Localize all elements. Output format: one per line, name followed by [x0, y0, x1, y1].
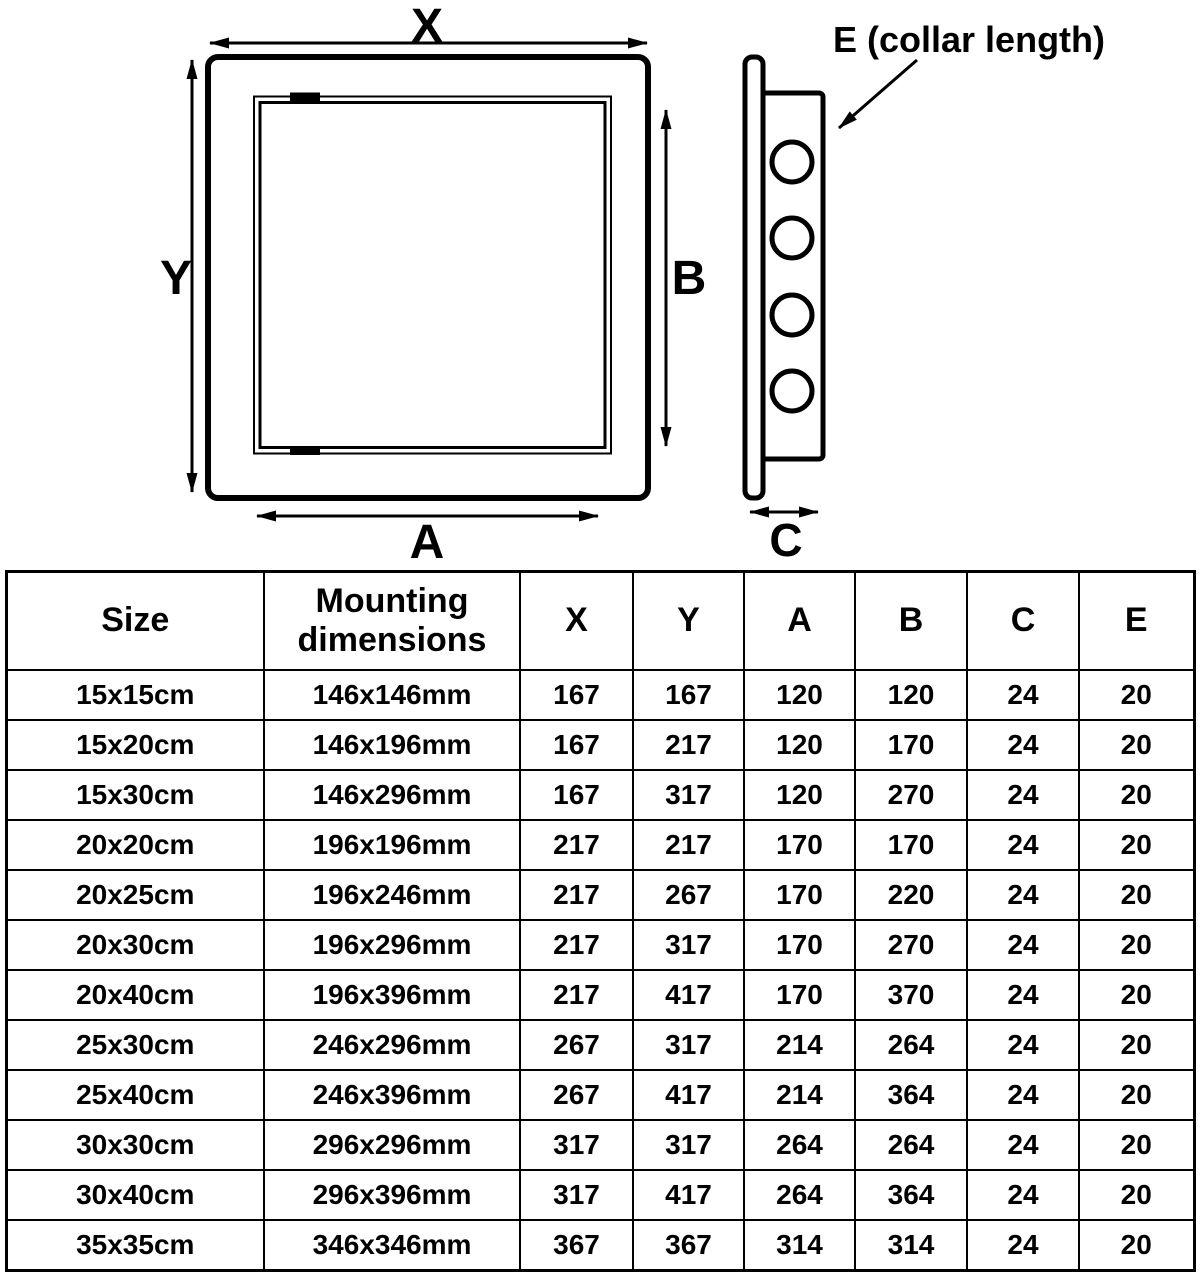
table-cell: 170: [744, 970, 855, 1020]
front-view: [160, 0, 706, 568]
table-row: [6, 820, 1194, 870]
table-cell: 15x30cm: [6, 770, 264, 820]
table-cell: 267: [633, 870, 744, 920]
table-cell: 196x196mm: [264, 820, 520, 870]
table-cell: 24: [967, 920, 1079, 970]
table-cell: 20: [1079, 970, 1194, 1020]
table-cell: 24: [967, 820, 1079, 870]
table-cell: 20: [1079, 770, 1194, 820]
column-header-e: E: [1079, 572, 1194, 671]
table-cell: 20x25cm: [6, 870, 264, 920]
table-header-row: [6, 572, 1194, 671]
table-row: [6, 970, 1194, 1020]
table-cell: 15x15cm: [6, 670, 264, 720]
table-row: [6, 1170, 1194, 1220]
table-cell: 167: [520, 670, 633, 720]
table-cell: 317: [633, 1120, 744, 1170]
table-cell: 217: [520, 920, 633, 970]
table-cell: 120: [855, 670, 967, 720]
table-cell: 214: [744, 1020, 855, 1070]
table-cell: 196x246mm: [264, 870, 520, 920]
table-cell: 196x396mm: [264, 970, 520, 1020]
table-cell: 30x30cm: [6, 1120, 264, 1170]
table-cell: 24: [967, 1170, 1079, 1220]
column-header-x: X: [520, 572, 633, 671]
table-cell: 220: [855, 870, 967, 920]
table-cell: 20: [1079, 720, 1194, 770]
table-cell: 417: [633, 1070, 744, 1120]
collar-length-label: E (collar length): [833, 19, 1106, 60]
table-cell: 20x40cm: [6, 970, 264, 1020]
vent-hole: [772, 371, 812, 411]
table-cell: 217: [520, 970, 633, 1020]
table-cell: 20: [1079, 1070, 1194, 1120]
table-cell: 370: [855, 970, 967, 1020]
column-header-size: Size: [6, 572, 264, 671]
table-cell: 24: [967, 970, 1079, 1020]
table-cell: 170: [744, 920, 855, 970]
table-row: [6, 870, 1194, 920]
column-header-y: Y: [633, 572, 744, 671]
dimension-label-c: C: [769, 514, 803, 566]
table-cell: 246x396mm: [264, 1070, 520, 1120]
table-cell: 170: [855, 720, 967, 770]
table-cell: 367: [520, 1220, 633, 1271]
table-cell: 296x396mm: [264, 1170, 520, 1220]
table-cell: 364: [855, 1070, 967, 1120]
dimension-label-y: Y: [159, 252, 193, 305]
table-cell: 120: [744, 670, 855, 720]
table-cell: 24: [967, 1020, 1079, 1070]
table-cell: 264: [855, 1120, 967, 1170]
front-flange: [745, 57, 763, 498]
table-cell: 24: [967, 870, 1079, 920]
table-cell: 170: [744, 820, 855, 870]
table-row: [6, 670, 1194, 720]
table-cell: 217: [633, 820, 744, 870]
table-cell: 120: [744, 720, 855, 770]
table-cell: 296x296mm: [264, 1120, 520, 1170]
column-header-c: C: [967, 572, 1079, 671]
table-cell: 267: [520, 1020, 633, 1070]
vent-hole: [772, 142, 812, 182]
column-header-a: A: [744, 572, 855, 671]
table-cell: 167: [520, 770, 633, 820]
table-row: [6, 1220, 1194, 1271]
table-cell: 317: [520, 1170, 633, 1220]
table-cell: 170: [855, 820, 967, 870]
table-cell: 346x346mm: [264, 1220, 520, 1271]
dimension-diagram: [0, 0, 1200, 568]
dimension-label-x: X: [410, 0, 444, 53]
table-cell: 314: [744, 1220, 855, 1271]
table-cell: 120: [744, 770, 855, 820]
table-cell: 167: [520, 720, 633, 770]
table-cell: 35x35cm: [6, 1220, 264, 1271]
table-cell: 317: [633, 920, 744, 970]
dimensions-table: [5, 570, 1196, 1272]
table-cell: 146x196mm: [264, 720, 520, 770]
table-cell: 196x296mm: [264, 920, 520, 970]
collar-callout-arrow: [839, 60, 917, 128]
table-row: [6, 920, 1194, 970]
dimension-label-b: B: [671, 252, 707, 305]
table-cell: 25x30cm: [6, 1020, 264, 1070]
latch-tab-top: [290, 93, 320, 102]
table-cell: 217: [520, 870, 633, 920]
table-cell: 15x20cm: [6, 720, 264, 770]
table-cell: 367: [633, 1220, 744, 1271]
table-cell: 264: [744, 1120, 855, 1170]
table-cell: 364: [855, 1170, 967, 1220]
table-cell: 24: [967, 1120, 1079, 1170]
table-cell: 264: [744, 1170, 855, 1220]
table-cell: 170: [744, 870, 855, 920]
table-cell: 24: [967, 1220, 1079, 1271]
side-view: [745, 19, 1105, 566]
table-cell: 317: [633, 1020, 744, 1070]
table-cell: 267: [520, 1070, 633, 1120]
table-cell: 20: [1079, 1120, 1194, 1170]
table-row: [6, 720, 1194, 770]
table-row: [6, 1070, 1194, 1120]
table-cell: 25x40cm: [6, 1070, 264, 1120]
table-cell: 24: [967, 770, 1079, 820]
latch-tab-bottom: [290, 446, 320, 455]
table-cell: 246x296mm: [264, 1020, 520, 1070]
table-cell: 24: [967, 670, 1079, 720]
table-cell: 30x40cm: [6, 1170, 264, 1220]
column-header-b: B: [855, 572, 967, 671]
dimension-diagram-svg: [0, 0, 1200, 568]
table-cell: 20: [1079, 1020, 1194, 1070]
table-cell: 270: [855, 770, 967, 820]
table-cell: 20: [1079, 870, 1194, 920]
table-cell: 217: [520, 820, 633, 870]
table-cell: 24: [967, 1070, 1079, 1120]
table-cell: 24: [967, 720, 1079, 770]
table-cell: 20x20cm: [6, 820, 264, 870]
table-cell: 20: [1079, 1220, 1194, 1271]
table-cell: 20: [1079, 820, 1194, 870]
table-cell: 214: [744, 1070, 855, 1120]
vent-hole: [772, 218, 812, 258]
table-cell: 417: [633, 1170, 744, 1220]
table-cell: 146x146mm: [264, 670, 520, 720]
table-row: [6, 1120, 1194, 1170]
table-cell: 20x30cm: [6, 920, 264, 970]
panel-outer-frame: [208, 57, 648, 498]
table-cell: 20: [1079, 1170, 1194, 1220]
dimension-label-a: A: [409, 516, 445, 568]
table-cell: 317: [520, 1120, 633, 1170]
table-cell: 167: [633, 670, 744, 720]
table-cell: 314: [855, 1220, 967, 1271]
table-cell: 20: [1079, 920, 1194, 970]
table-cell: 270: [855, 920, 967, 970]
table-cell: 217: [633, 720, 744, 770]
table-cell: 20: [1079, 670, 1194, 720]
table-cell: 317: [633, 770, 744, 820]
table-cell: 146x296mm: [264, 770, 520, 820]
column-header-mounting-dimensions: Mounting dimensions: [264, 572, 520, 671]
table-row: [6, 770, 1194, 820]
vent-hole: [772, 295, 812, 335]
table-cell: 264: [855, 1020, 967, 1070]
table-row: [6, 1020, 1194, 1070]
table-cell: 417: [633, 970, 744, 1020]
